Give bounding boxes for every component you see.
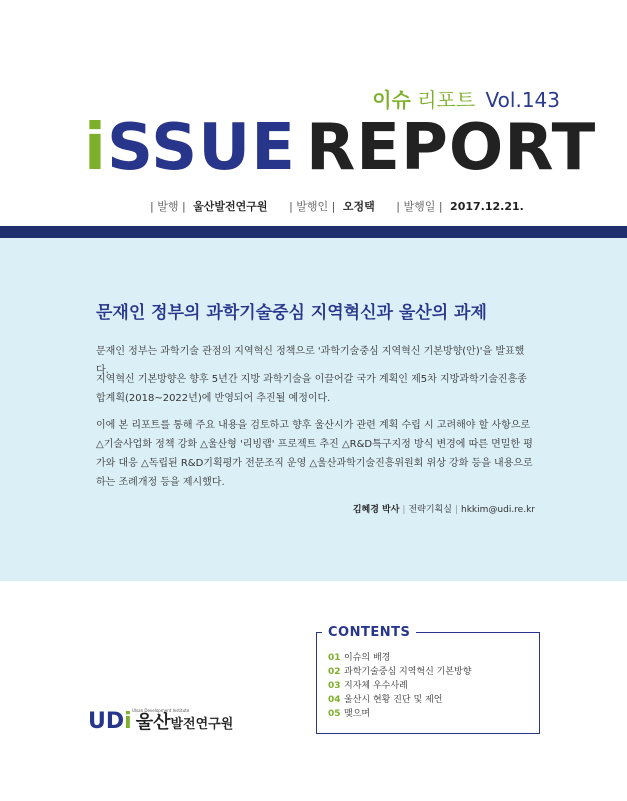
masthead-ssue: SSUE: [106, 111, 296, 185]
article-title: 문재인 정부의 과학기술중심 지역혁신과 울산의 과제: [96, 303, 487, 323]
issue-korean-1: 이슈: [372, 88, 411, 112]
summary-panel: [0, 238, 627, 581]
toc-label: 이슈의 배경: [344, 653, 391, 663]
author-name: 김혜경 박사: [352, 505, 400, 515]
logo-name-big: 울산: [135, 712, 171, 733]
logo-mark-u: U: [88, 709, 106, 734]
masthead: [84, 112, 596, 184]
logo-mark-d: D: [105, 709, 125, 734]
contents-title: CONTENTS: [322, 625, 416, 640]
publisher-value: 울산발전연구원: [193, 200, 268, 213]
toc-item[interactable]: [328, 707, 533, 721]
toc-label: 과학기술중심 지역혁신 기본방향: [344, 667, 472, 677]
issue-report-label: [360, 84, 560, 113]
summary-paragraph-2: 지역혁신 기본방향은 향후 5년간 지방 과학기술을 이끌어갈 국가 계획인 제5차 지방과학기술진흥종합계획(2018~2022년)에 반영되어 추진될 예정이다.: [96, 374, 527, 404]
date-value: 2017.12.21.: [450, 200, 524, 213]
issue-korean-2: 리포트: [417, 88, 476, 112]
logo-name-small: 발전연구원: [170, 717, 234, 732]
udi-logo: [88, 708, 233, 740]
publisher-label: | 발행 |: [150, 200, 186, 213]
publication-info: [150, 198, 542, 214]
header-divider-band: [0, 226, 627, 238]
toc-number: 02: [328, 667, 341, 677]
toc-item[interactable]: [328, 651, 533, 665]
issuer-label: | 발행인 |: [289, 200, 336, 213]
masthead-i: i: [84, 111, 107, 185]
date-label: | 발행일 |: [396, 200, 443, 213]
toc-number: 05: [328, 709, 341, 719]
toc-label: 지자체 우수사례: [344, 681, 408, 691]
logo-tagline: Ulsan Development Institute: [132, 708, 190, 713]
summary-paragraph-3: 이에 본 리포트를 통해 주요 내용을 검토하고 향후 울산시가 관련 계획 수립 시 고려해야 할 사항으로 △기술사업화 정책 강화 △울산형 '리빙랩' 프로젝트 추진 △R&D특구지정 방식 변경에 따른 면밀한 평가와 대응 △독립된 R&D기획평가 전문조직 운영 △울산과학기술진흥위원회 위상 강화 등을 내용으로 하는 조례개정 등을 제시했다.: [96, 420, 533, 488]
author-email[interactable]: hkkim@udi.re.kr: [461, 505, 535, 515]
contents-list: [328, 651, 533, 721]
author-line: 김혜경 박사 | 전략기획실 | hkkim@udi.re.kr: [352, 505, 535, 515]
summary-paragraph-1: 문재인 정부는 과학기술 관점의 지역혁신 정책으로 '과학기술중심 지역혁신 기본방향(안)'을 발표했다.: [96, 346, 525, 376]
masthead-report: REPORT: [305, 111, 597, 185]
logo-mark-i: i: [124, 709, 132, 734]
toc-item[interactable]: [328, 665, 533, 679]
toc-label: 울산시 현황 진단 및 제언: [344, 695, 443, 705]
toc-number: 04: [328, 695, 341, 705]
toc-label: 맺으며: [344, 709, 371, 719]
toc-number: 01: [328, 653, 341, 663]
issuer-value: 오정택: [342, 200, 375, 213]
author-dept: 전략기획실: [408, 505, 452, 515]
toc-item[interactable]: [328, 693, 533, 707]
toc-item[interactable]: [328, 679, 533, 693]
toc-number: 03: [328, 681, 341, 691]
volume-number: Vol.143: [485, 88, 560, 112]
